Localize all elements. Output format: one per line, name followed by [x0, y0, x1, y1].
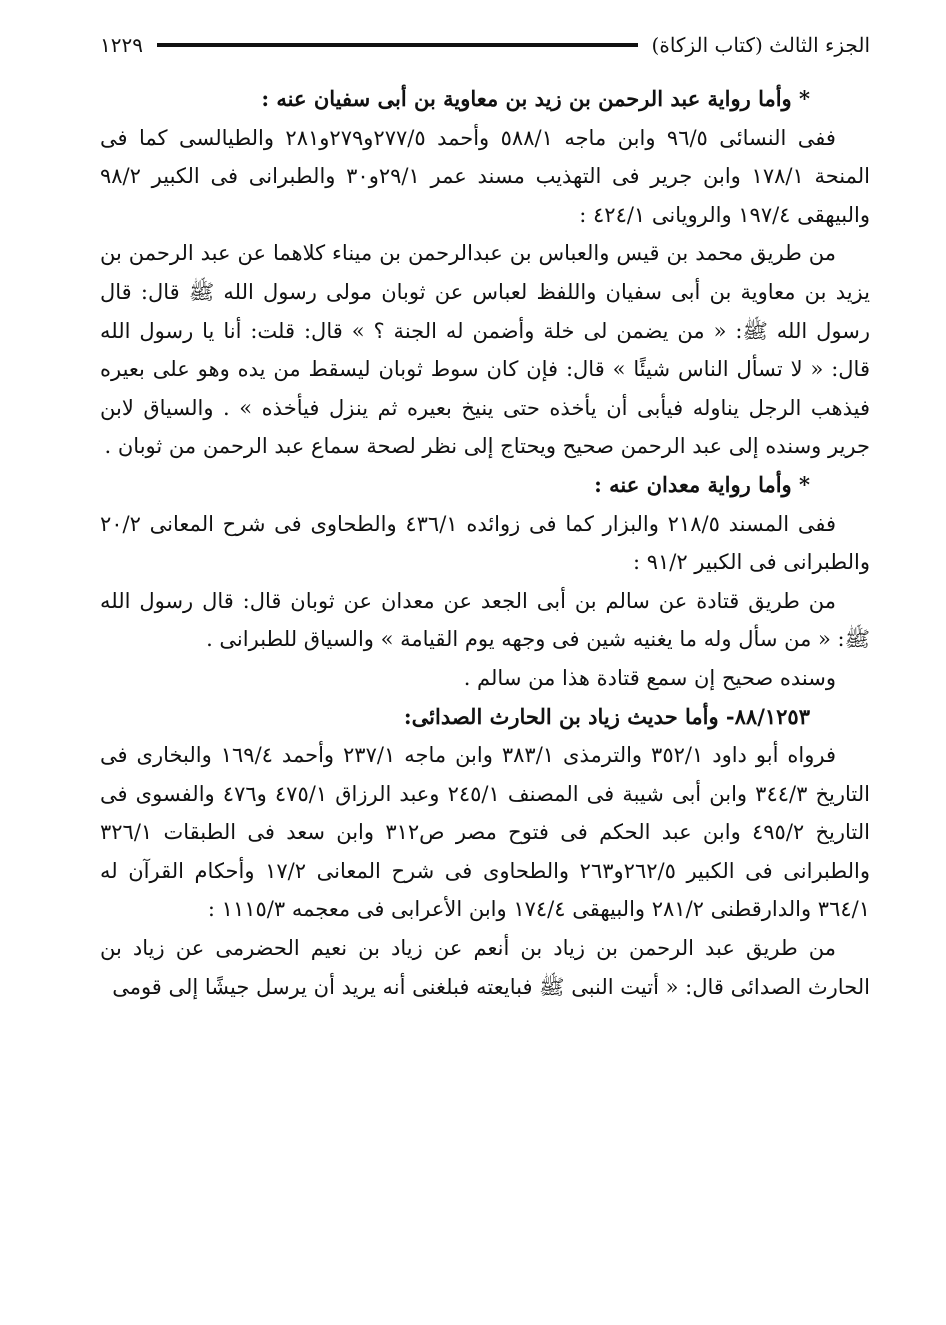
page-number: ١٢٢٩	[100, 33, 143, 57]
page-header	[100, 30, 870, 60]
citation-paragraph: ففى المسند ٢١٨/٥ والبزار كما فى زوائده ٤٣٦/١ والطحاوى فى شرح المعانى ٢٠/٢ والطبرانى فى الكبير ٩١/٢ :	[100, 511, 870, 575]
citation-paragraph: ففى النسائى ٩٦/٥ وابن ماجه ٥٨٨/١ وأحمد ٢٧٧/٥و٢٧٩و٢٨١ والطيالسى كما فى المنحة ١٧٨/١ وابن جرير فى التهذيب مسند عمر ٢٩/١و٣٠ والطبرانى فى الكبير ٩٨/٢ والبيهقى ١٩٧/٤ والرويانى ٤٢٤/١ :	[100, 125, 870, 227]
hadith-paragraph: من طريق قتادة عن سالم بن أبى الجعد عن معدان عن ثوبان قال: قال رسول الله ﷺ: « من سأل وله ما يغنيه شين فى وجهه يوم القيامة » والسياق للطبرانى .	[100, 588, 870, 652]
grading-note: وسنده صحيح إن سمع قتادة هذا من سالم .	[463, 665, 836, 690]
hadith-paragraph: من طريق عبد الرحمن بن زياد بن أنعم عن زياد بن نعيم الحضرمى عن زياد بن الحارث الصدائى قال: « أتيت النبى ﷺ فبايعته فبلغنى أنه يريد أن يرسل جيشًا إلى قومى	[100, 936, 870, 999]
section-heading-maadan: * وأما رواية معدان عنه :	[594, 471, 810, 497]
section-heading-abdulrahman: * وأما رواية عبد الرحمن بن زيد بن معاوية بن أبى سفيان عنه :	[261, 86, 810, 111]
running-title: الجزء الثالث (كتاب الزكاة)	[651, 33, 870, 57]
section-heading-ziyad: ٨٨/١٢٥٣- وأما حديث زياد بن الحارث الصدائى:	[403, 703, 810, 729]
header-rule	[157, 43, 638, 47]
citation-paragraph: فرواه أبو داود ٣٥٢/١ والترمذى ٣٨٣/١ وابن ماجه ٢٣٧/١ وأحمد ١٦٩/٤ والبخارى فى التاريخ ٣٤٤/٣ وابن أبى شيبة فى المصنف ٢٤٥/١ وعبد الرزاق ٤٧٥/١ و٤٧٦ والفسوى فى التاريخ ٤٩٥/٢ وابن عبد الحكم فى فتوح مصر ص٣١٢ وابن سعد فى الطبقات ٣٢٦/١ والطبرانى فى الكبير ٢٦٢/٥و٢٦٣ والطحاوى فى شرح المعانى ١٧/٢ وأحكام القرآن له ٣٦٤/١ والدارقطنى ٢٨١/٢ والبيهقى ١٧٤/٤ وابن الأعرابى فى معجمه ١١١٥/٣ :	[100, 743, 870, 922]
page-body	[100, 80, 870, 1006]
hadith-paragraph: من طريق محمد بن قيس والعباس بن عبدالرحمن بن ميناء كلاهما عن عبد الرحمن بن يزيد بن معاوية بن أبى سفيان واللفظ لعباس عن ثوبان مولى رسول الله ﷺ قال: قال رسول الله ﷺ: « من يضمن لى خلة وأضمن له الجنة ؟ » قال: قلت: أنا يا رسول الله قال: « لا تسأل الناس شيئًا » قال: فإن كان سوط ثوبان ليسقط من يده وهو على بعيره فيذهب الرجل يناوله فيأبى أن يأخذه حتى ينيخ بعيره ثم ينزل فيأخذه » . والسياق لابن جرير وسنده إلى عبد الرحمن صحيح ويحتاج إلى نظر لصحة سماع عبد الرحمن من ثوبان .	[100, 241, 870, 459]
